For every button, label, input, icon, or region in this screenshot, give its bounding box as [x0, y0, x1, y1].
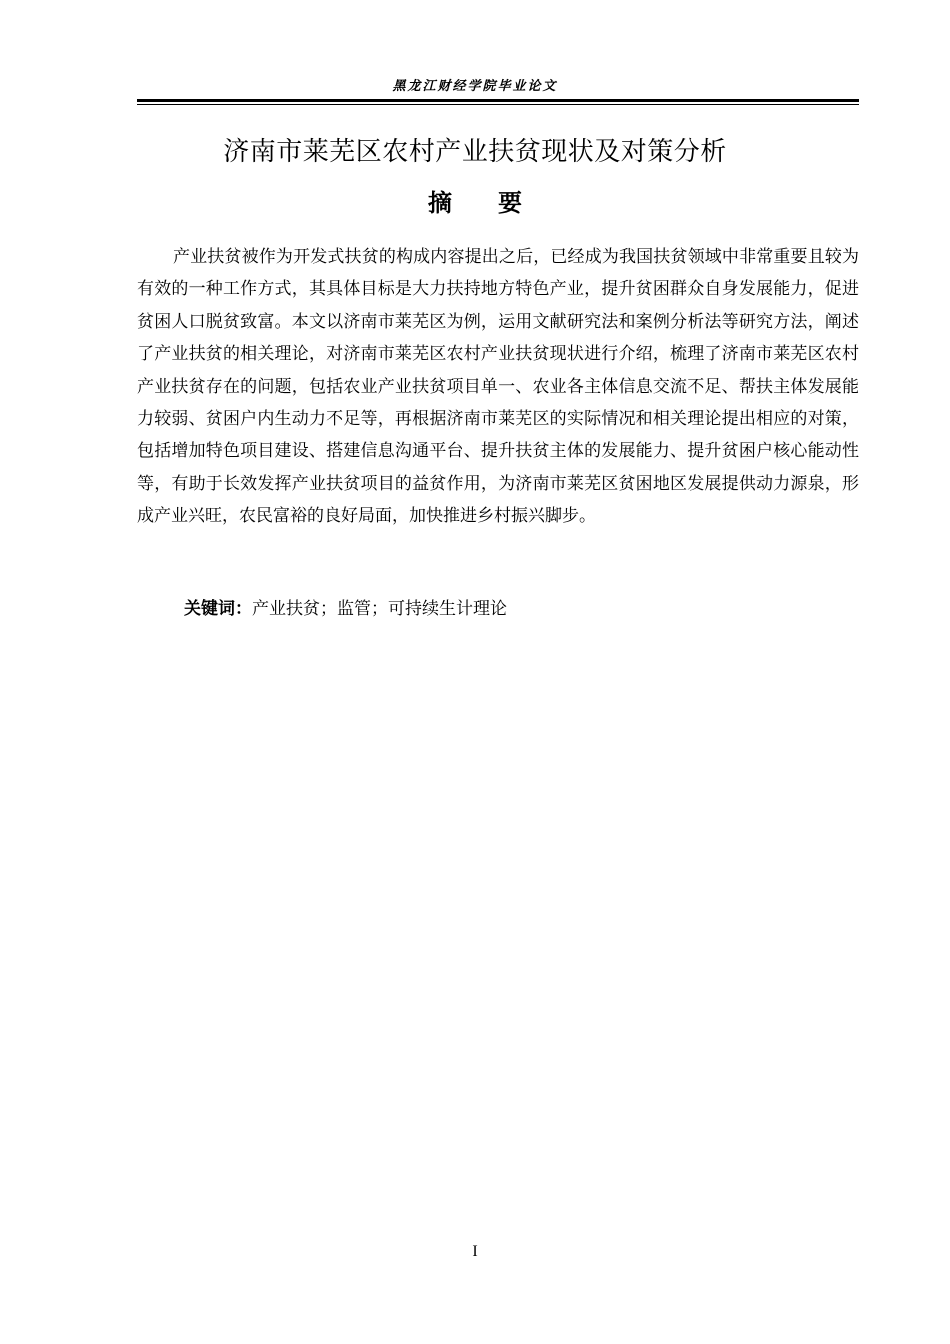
keywords-value: 产业扶贫；监管；可持续生计理论: [252, 599, 507, 619]
page-number: I: [472, 1243, 478, 1260]
header-rule-thick: [137, 99, 859, 102]
running-header: 黑龙江财经学院毕业论文: [392, 79, 558, 94]
keywords-label: 关键词：: [184, 599, 252, 619]
header-rule-thin: [137, 104, 859, 105]
document-title: 济南市莱芜区农村产业扶贫现状及对策分析: [223, 137, 727, 167]
keywords-line: [184, 593, 507, 625]
abstract-heading: 摘要: [428, 189, 568, 217]
abstract-body: 产业扶贫被作为开发式扶贫的构成内容提出之后，已经成为我国扶贫领域中非常重要且较为有效的一种工作方式，其具体目标是大力扶持地方特色产业，提升贫困群众自身发展能力，促进贫困人口脱贫致富。本文以济南市莱芜区为例，运用文献研究法和案例分析法等研究方法，阐述了产业扶贫的相关理论，对济南市莱芜区农村产业扶贫现状进行介绍，梳理了济南市莱芜区农村产业扶贫存在的问题，包括农业产业扶贫项目单一、农业各主体信息交流不足、帮扶主体发展能力较弱、贫困户内生动力不足等，再根据济南市莱芜区的实际情况和相关理论提出相应的对策，包括增加特色项目建设、搭建信息沟通平台、提升扶贫主体的发展能力、提升贫困户核心能动性等，有助于长效发挥产业扶贫项目的益贫作用，为济南市莱芜区贫困地区发展提供动力源泉，形成产业兴旺，农民富裕的良好局面，加快推进乡村振兴脚步。: [137, 247, 859, 527]
